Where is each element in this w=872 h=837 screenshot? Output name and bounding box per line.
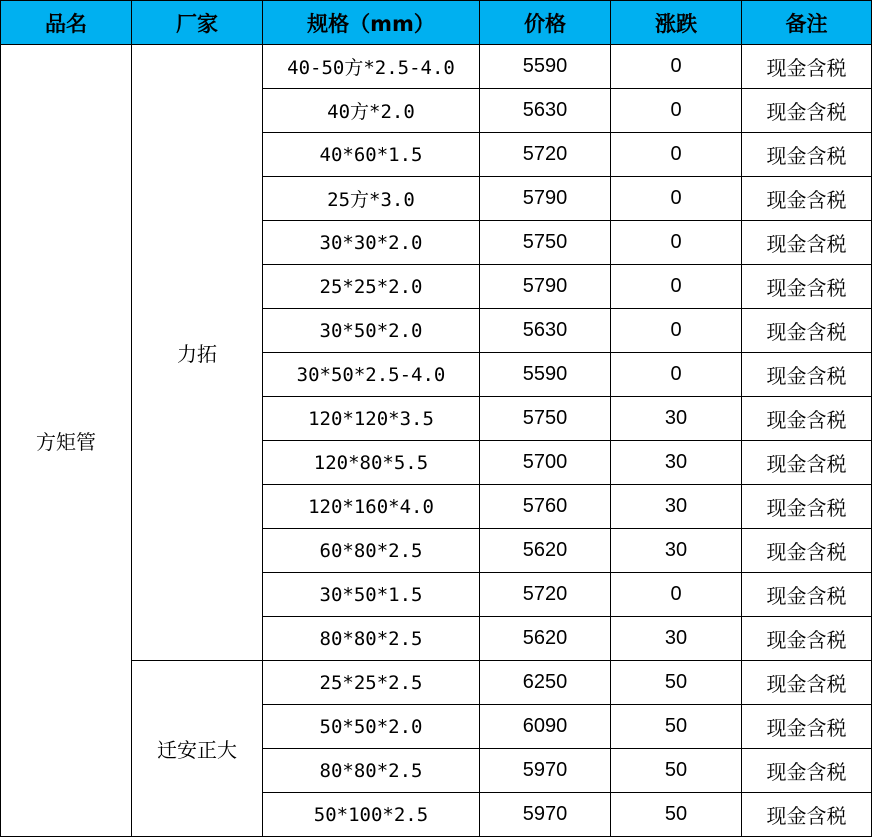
change-cell: 0 <box>611 45 742 89</box>
spec-cell: 30*50*2.5-4.0 <box>263 353 480 397</box>
price-cell: 5970 <box>480 793 611 837</box>
spec-cell: 80*80*2.5 <box>263 617 480 661</box>
change-cell: 30 <box>611 485 742 529</box>
table-body <box>1 45 872 837</box>
note-cell: 现金含税 <box>742 221 872 265</box>
price-cell: 5620 <box>480 617 611 661</box>
note-cell: 现金含税 <box>742 661 872 705</box>
header-price: 价格 <box>480 1 611 45</box>
price-cell: 5630 <box>480 89 611 133</box>
change-cell: 0 <box>611 573 742 617</box>
header-manufacturer: 厂家 <box>132 1 263 45</box>
spec-cell: 30*50*1.5 <box>263 573 480 617</box>
spec-cell: 30*50*2.0 <box>263 309 480 353</box>
spec-cell: 60*80*2.5 <box>263 529 480 573</box>
table-row <box>1 661 872 705</box>
price-cell: 5630 <box>480 309 611 353</box>
change-cell: 30 <box>611 441 742 485</box>
note-cell: 现金含税 <box>742 793 872 837</box>
header-product: 品名 <box>1 1 132 45</box>
note-cell: 现金含税 <box>742 353 872 397</box>
change-cell: 0 <box>611 133 742 177</box>
price-cell: 6090 <box>480 705 611 749</box>
note-cell: 现金含税 <box>742 749 872 793</box>
price-cell: 5790 <box>480 265 611 309</box>
spec-cell: 25*25*2.5 <box>263 661 480 705</box>
spec-cell: 40-50方*2.5-4.0 <box>263 45 480 89</box>
spec-cell: 120*120*3.5 <box>263 397 480 441</box>
price-cell: 5620 <box>480 529 611 573</box>
price-cell: 5700 <box>480 441 611 485</box>
change-cell: 50 <box>611 749 742 793</box>
change-cell: 50 <box>611 793 742 837</box>
note-cell: 现金含税 <box>742 705 872 749</box>
spec-cell: 40方*2.0 <box>263 89 480 133</box>
spec-cell: 120*160*4.0 <box>263 485 480 529</box>
header-change: 涨跌 <box>611 1 742 45</box>
note-cell: 现金含税 <box>742 617 872 661</box>
spec-cell: 25方*3.0 <box>263 177 480 221</box>
spec-cell: 120*80*5.5 <box>263 441 480 485</box>
table-row <box>1 45 872 89</box>
header-spec: 规格（mm） <box>263 1 480 45</box>
price-cell: 5970 <box>480 749 611 793</box>
manufacturer-cell: 迁安正大 <box>132 661 263 837</box>
change-cell: 30 <box>611 397 742 441</box>
note-cell: 现金含税 <box>742 441 872 485</box>
header-note: 备注 <box>742 1 872 45</box>
note-cell: 现金含税 <box>742 133 872 177</box>
price-cell: 5790 <box>480 177 611 221</box>
price-cell: 5750 <box>480 221 611 265</box>
price-cell: 5760 <box>480 485 611 529</box>
change-cell: 50 <box>611 705 742 749</box>
spec-cell: 50*100*2.5 <box>263 793 480 837</box>
price-cell: 5720 <box>480 133 611 177</box>
note-cell: 现金含税 <box>742 45 872 89</box>
change-cell: 50 <box>611 661 742 705</box>
note-cell: 现金含税 <box>742 309 872 353</box>
spec-cell: 30*30*2.0 <box>263 221 480 265</box>
spec-cell: 50*50*2.0 <box>263 705 480 749</box>
note-cell: 现金含税 <box>742 397 872 441</box>
price-cell: 6250 <box>480 661 611 705</box>
price-cell: 5750 <box>480 397 611 441</box>
spec-cell: 80*80*2.5 <box>263 749 480 793</box>
change-cell: 0 <box>611 265 742 309</box>
note-cell: 现金含税 <box>742 177 872 221</box>
change-cell: 0 <box>611 221 742 265</box>
note-cell: 现金含税 <box>742 89 872 133</box>
change-cell: 0 <box>611 353 742 397</box>
change-cell: 0 <box>611 309 742 353</box>
manufacturer-cell: 力拓 <box>132 45 263 661</box>
change-cell: 0 <box>611 177 742 221</box>
price-cell: 5590 <box>480 45 611 89</box>
note-cell: 现金含税 <box>742 265 872 309</box>
price-cell: 5720 <box>480 573 611 617</box>
spec-cell: 40*60*1.5 <box>263 133 480 177</box>
note-cell: 现金含税 <box>742 485 872 529</box>
note-cell: 现金含税 <box>742 573 872 617</box>
product-name-cell: 方矩管 <box>1 45 132 837</box>
change-cell: 30 <box>611 617 742 661</box>
change-cell: 0 <box>611 89 742 133</box>
change-cell: 30 <box>611 529 742 573</box>
spec-cell: 25*25*2.0 <box>263 265 480 309</box>
price-cell: 5590 <box>480 353 611 397</box>
note-cell: 现金含税 <box>742 529 872 573</box>
header-row <box>1 1 872 45</box>
